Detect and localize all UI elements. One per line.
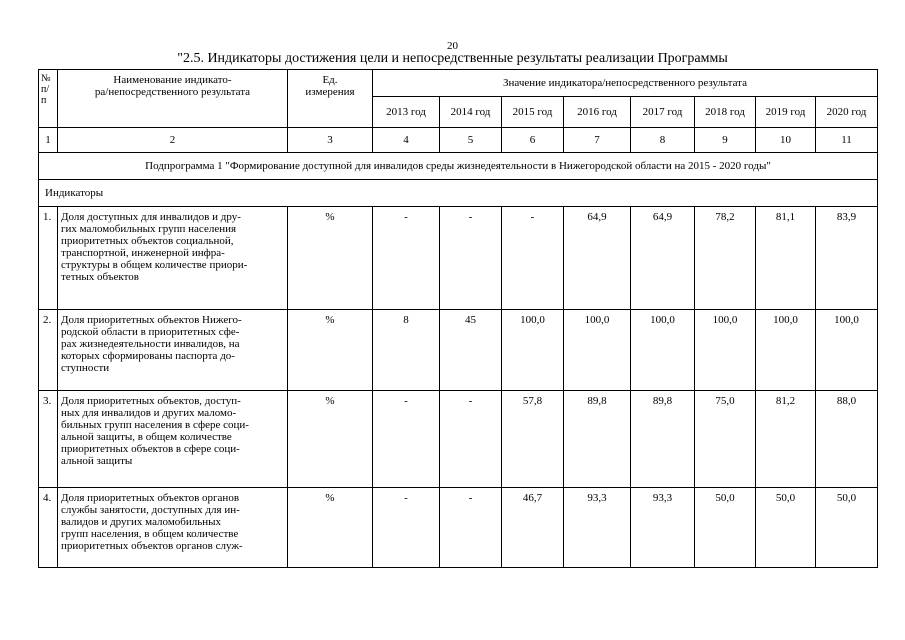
table-row — [39, 488, 878, 568]
value-cell: 89,8 — [631, 391, 695, 488]
column-number-cell: 4 — [373, 128, 440, 153]
header-year: 2016 год — [564, 97, 631, 128]
value-cell: 45 — [440, 310, 502, 391]
header-year: 2014 год — [440, 97, 502, 128]
value-cell: 81,2 — [756, 391, 816, 488]
unit-cell: % — [288, 391, 373, 488]
value-cell: 64,9 — [631, 207, 695, 310]
header-number: № п/ п — [39, 70, 58, 128]
column-number-cell: 9 — [695, 128, 756, 153]
value-cell: 50,0 — [695, 488, 756, 568]
document-title: "2.5. Индикаторы достижения цели и непосредственные результаты реализации Программы — [177, 51, 728, 66]
value-cell: 100,0 — [502, 310, 564, 391]
value-cell: - — [373, 207, 440, 310]
column-number-cell: 6 — [502, 128, 564, 153]
indicators-label: Индикаторы — [39, 180, 878, 207]
subprogram-title: Подпрограмма 1 "Формирование доступной для инвалидов среды жизнедеятельности в Нижегородской области на 2015 - 2020 годы" — [39, 153, 878, 180]
value-cell: 78,2 — [695, 207, 756, 310]
column-number-cell: 10 — [756, 128, 816, 153]
value-cell: - — [440, 488, 502, 568]
value-cell: - — [440, 391, 502, 488]
unit-cell: % — [288, 488, 373, 568]
value-cell: 75,0 — [695, 391, 756, 488]
header-year: 2015 год — [502, 97, 564, 128]
table-row — [39, 310, 878, 391]
header-year: 2018 год — [695, 97, 756, 128]
table-row — [39, 207, 878, 310]
table-row — [39, 391, 878, 488]
indicator-name-cell: Доля приоритетных объектов органов службы занятости, доступных для ин- валидов и других маломобильных групп населения, в общем количестве приоритетных объектов органов служ- — [58, 488, 288, 568]
value-cell: 81,1 — [756, 207, 816, 310]
value-cell: 57,8 — [502, 391, 564, 488]
row-number-cell: 2. — [39, 310, 58, 391]
value-cell: 93,3 — [564, 488, 631, 568]
indicator-name-cell: Доля доступных для инвалидов и дру- гих маломобильных групп населения приоритетных объектов социальной, транспортной, инженерной инфра- структуры в общем количестве приори- тетных объектов — [58, 207, 288, 310]
indicator-name-cell: Доля приоритетных объектов, доступ- ных для инвалидов и других маломо- бильных групп населения в сфере соци- альной защиты, в общем количестве приоритетных объектов в сфере соци- альной защиты — [58, 391, 288, 488]
column-number-cell: 3 — [288, 128, 373, 153]
indicators-table — [38, 69, 878, 568]
value-cell: 50,0 — [816, 488, 878, 568]
value-cell: 8 — [373, 310, 440, 391]
row-number-cell: 4. — [39, 488, 58, 568]
table-header-row — [39, 70, 878, 97]
header-name: Наименование индикато- ра/непосредственного результата — [58, 70, 288, 128]
header-values-group: Значение индикатора/непосредственного результата — [373, 70, 878, 97]
row-number-cell: 3. — [39, 391, 58, 488]
column-number-cell: 1 — [39, 128, 58, 153]
column-number-cell: 5 — [440, 128, 502, 153]
value-cell: 64,9 — [564, 207, 631, 310]
header-year: 2017 год — [631, 97, 695, 128]
column-number-cell: 2 — [58, 128, 288, 153]
column-numbers-row — [39, 128, 878, 153]
value-cell: 100,0 — [564, 310, 631, 391]
row-number-cell: 1. — [39, 207, 58, 310]
value-cell: - — [373, 488, 440, 568]
value-cell: 100,0 — [756, 310, 816, 391]
header-year: 2013 год — [373, 97, 440, 128]
indicator-name-cell: Доля приоритетных объектов Нижего- родской области в приоритетных сфе- рах жизнедеятельности инвалидов, на которых сформированы паспорта до- ступности — [58, 310, 288, 391]
value-cell: 89,8 — [564, 391, 631, 488]
value-cell: 100,0 — [631, 310, 695, 391]
column-number-cell: 8 — [631, 128, 695, 153]
value-cell: - — [373, 391, 440, 488]
column-number-cell: 7 — [564, 128, 631, 153]
value-cell: - — [440, 207, 502, 310]
value-cell: 88,0 — [816, 391, 878, 488]
indicators-section-row — [39, 180, 878, 207]
page-number: 20 — [447, 40, 458, 52]
value-cell: 83,9 — [816, 207, 878, 310]
unit-cell: % — [288, 310, 373, 391]
value-cell: 50,0 — [756, 488, 816, 568]
header-year: 2019 год — [756, 97, 816, 128]
value-cell: 100,0 — [816, 310, 878, 391]
column-number-cell: 11 — [816, 128, 878, 153]
value-cell: 100,0 — [695, 310, 756, 391]
subprogram-row — [39, 153, 878, 180]
value-cell: - — [502, 207, 564, 310]
unit-cell: % — [288, 207, 373, 310]
value-cell: 46,7 — [502, 488, 564, 568]
header-unit: Ед. измерения — [288, 70, 373, 128]
header-year: 2020 год — [816, 97, 878, 128]
value-cell: 93,3 — [631, 488, 695, 568]
